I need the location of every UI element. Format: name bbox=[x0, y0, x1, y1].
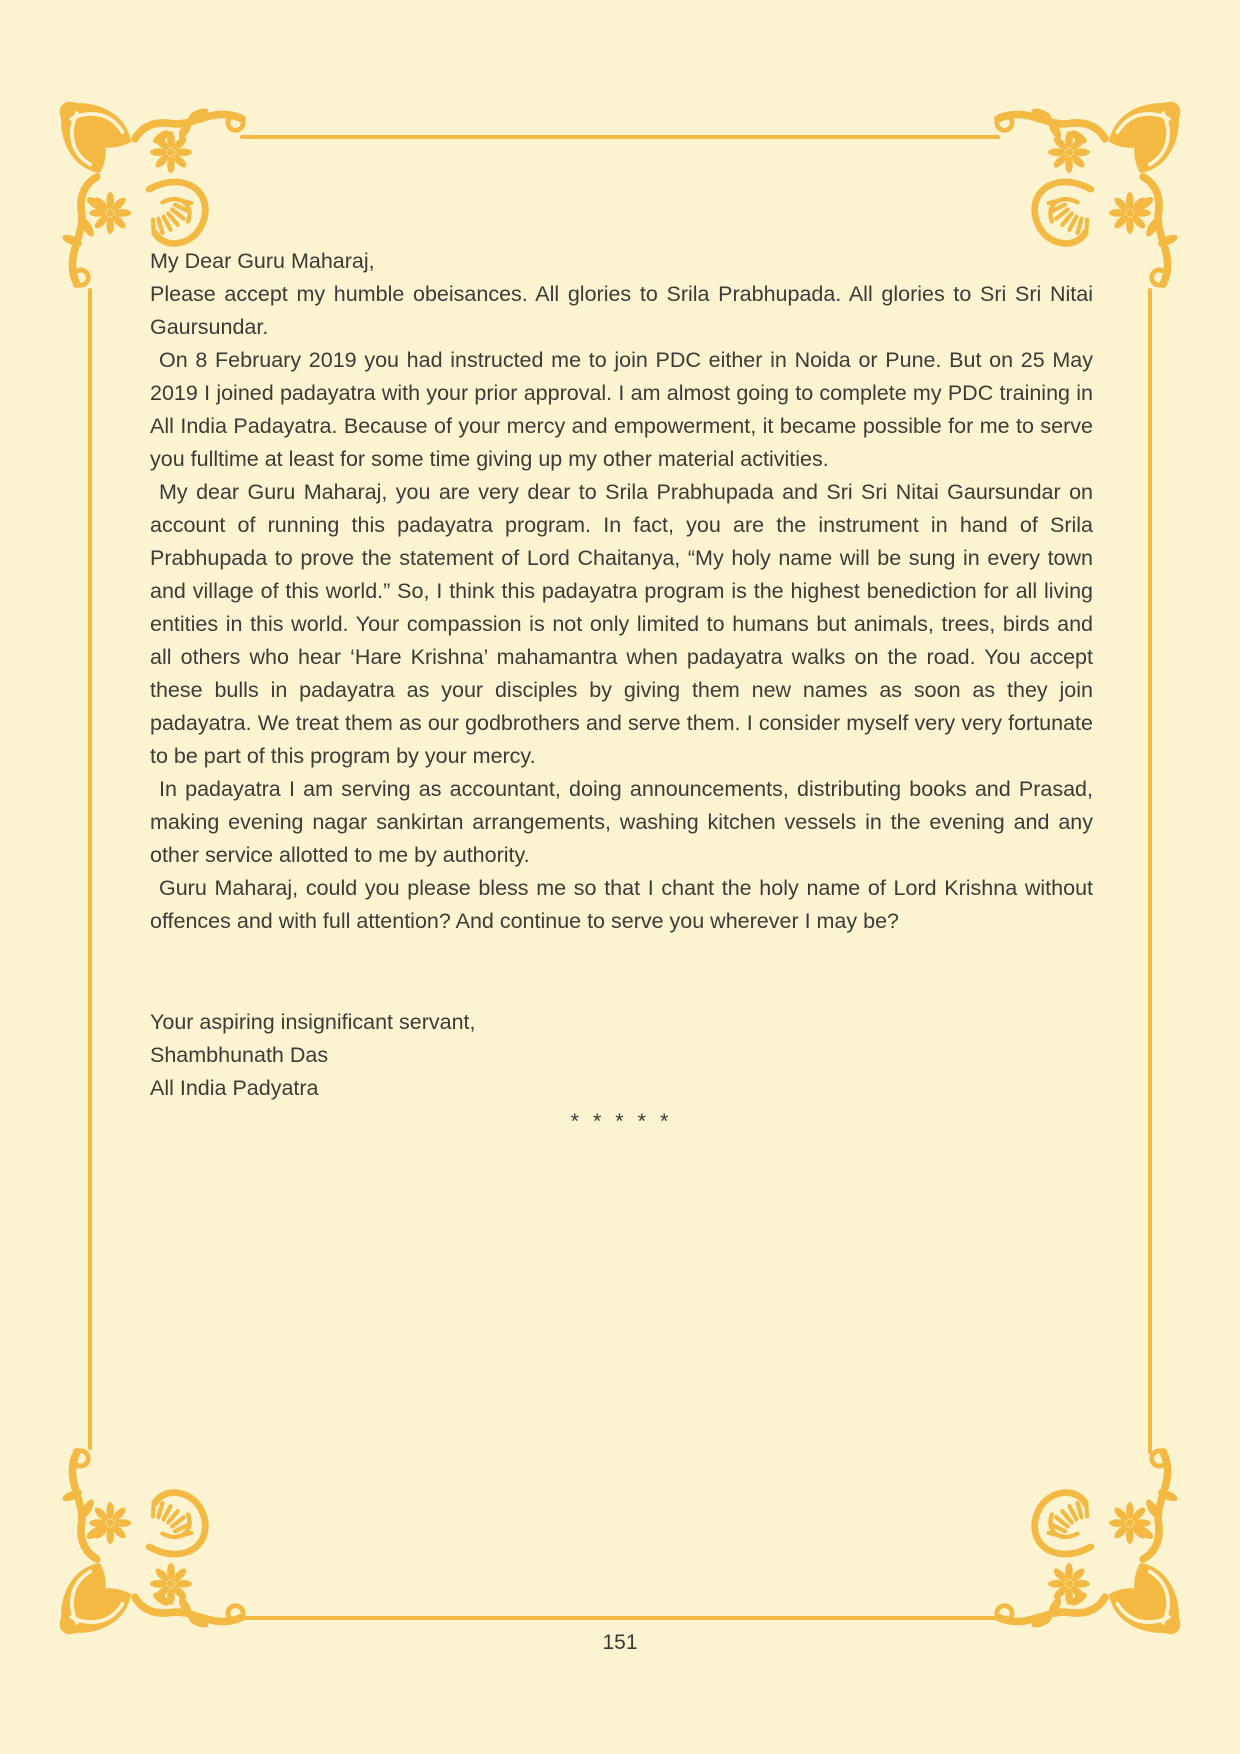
section-separator: * * * * * bbox=[570, 1109, 673, 1133]
corner-ornament-bottom-left-icon bbox=[56, 1448, 246, 1638]
letter-body bbox=[150, 245, 1093, 1138]
closing-line: Your aspiring insignificant servant, bbox=[150, 1010, 476, 1034]
letter-paragraph: On 8 February 2019 you had instructed me to join PDC either in Noida or Pune. But on 25 May 2019 I joined padayatra with your prior approval. I am almost going to complete my PDC training in All India Padayatra. Because of your mercy and empowerment, it became possible for me to serve you fulltime at least for some time giving up my other material activities. bbox=[150, 348, 1093, 471]
signature-organization: All India Padyatra bbox=[150, 1076, 319, 1100]
letter-paragraph: Guru Maharaj, could you please bless me so that I chant the holy name of Lord Krishna without offences and with full attention? And continue to serve you wherever I may be? bbox=[150, 876, 1093, 933]
salutation: My Dear Guru Maharaj, bbox=[150, 249, 375, 273]
border-line-left bbox=[88, 288, 92, 1450]
letter-paragraph: In padayatra I am serving as accountant, doing announcements, distributing books and Prasad, making evening nagar sankirtan arrangements, washing kitchen vessels in the evening and any other service allotted to me by authority. bbox=[150, 777, 1093, 867]
letter-paragraph: Please accept my humble obeisances. All glories to Srila Prabhupada. All glories to Sri Sri Nitai Gaursundar. bbox=[150, 282, 1093, 339]
border-line-top bbox=[240, 135, 1000, 139]
signature-name: Shambhunath Das bbox=[150, 1043, 329, 1067]
page-number: 151 bbox=[602, 1631, 638, 1654]
border-line-bottom bbox=[240, 1616, 1000, 1620]
corner-ornament-bottom-right-icon bbox=[994, 1448, 1184, 1638]
border-line-right bbox=[1148, 288, 1152, 1454]
letter-paragraph: My dear Guru Maharaj, you are very dear to Srila Prabhupada and Sri Sri Nitai Gaursundar on account of running this padayatra program. In fact, you are the instrument in hand of Srila Prabhupada to prove the statement of Lord Chaitanya, “My holy name will be sung in every town and village of this world.” So, I think this padayatra program is the highest benediction for all living entities in this world. Your compassion is not only limited to humans but animals, trees, birds and all others who hear ‘Hare Krishna’ mahamantra when padayatra walks on the road. You accept these bulls in padayatra as your disciples by giving them new names as soon as they join padayatra. We treat them as our godbrothers and serve them. I consider myself very very fortunate to be part of this program by your mercy. bbox=[150, 480, 1093, 768]
